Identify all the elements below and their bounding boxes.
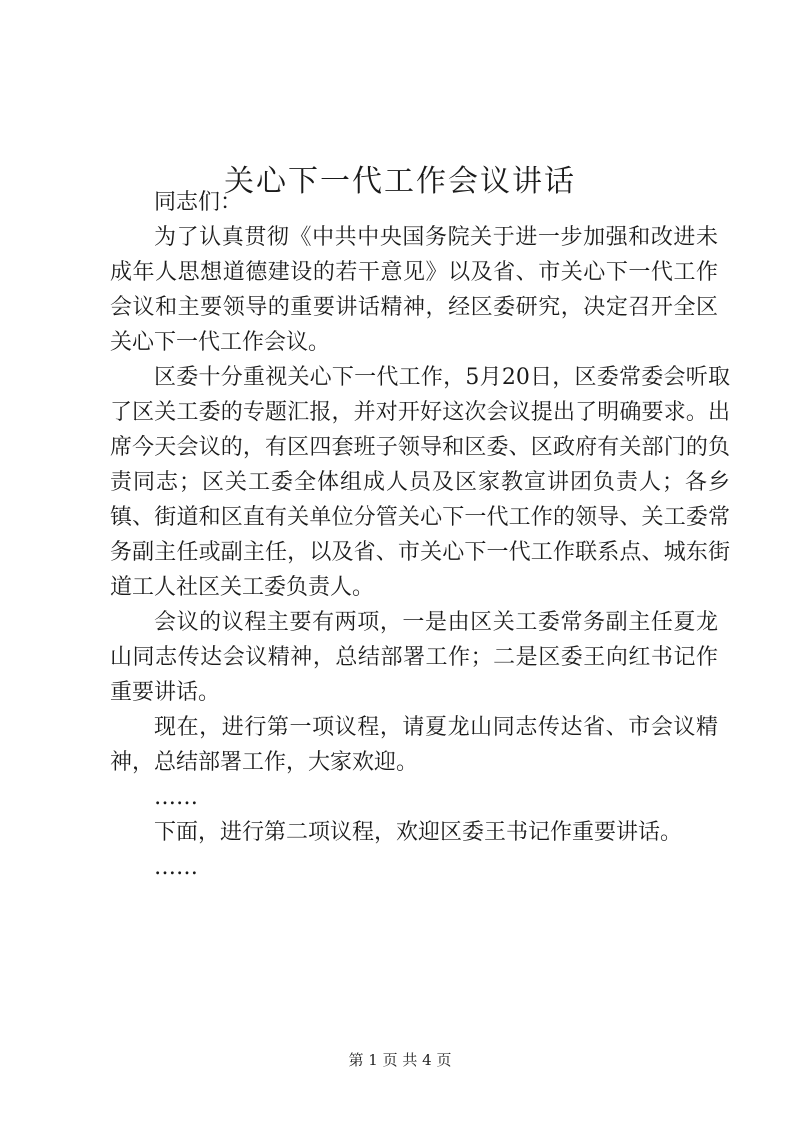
paragraph-purpose: 为了认真贯彻《中共中央国务院关于进一步加强和改进未成年人思想道德建设的若干意见》以及省、市关心下一代工作会议和主要领导的重要讲话精神，经区委研究，决定召开全区关心下一代工作会议。 (110, 225, 718, 355)
document-title: 关心下一代工作会议讲话 (224, 164, 576, 200)
document-body (110, 185, 730, 885)
ellipsis-2: …… (154, 855, 198, 880)
paragraph-second-item: 下面，进行第二项议程，欢迎区委王书记作重要讲话。 (154, 820, 683, 845)
salutation: 同志们： (154, 190, 243, 215)
paragraph-first-item: 现在，进行第一项议程，请夏龙山同志传达省、市会议精神，总结部署工作，大家欢迎。 (110, 715, 718, 775)
paragraph-agenda: 会议的议程主要有两项，一是由区关工委常务副主任夏龙山同志传达会议精神，总结部署工作；二是区委王向红书记作重要讲话。 (110, 610, 718, 705)
paragraph-attendees: 区委十分重视关心下一代工作，5月20日，区委常委会听取了区关工委的专题汇报，并对开好这次会议提出了明确要求。出席今天会议的，有区四套班子领导和区委、区政府有关部门的负责同志；区关工委全体组成人员及区家教宣讲团负责人；各乡镇、街道和区直有关单位分管关心下一代工作的领导、关工委常务副主任或副主任，以及省、市关心下一代工作联系点、城东街道工人社区关工委负责人。 (110, 365, 730, 600)
page-number: 第 1 页 共 4 页 (348, 1051, 452, 1069)
ellipsis-1: …… (154, 785, 198, 810)
